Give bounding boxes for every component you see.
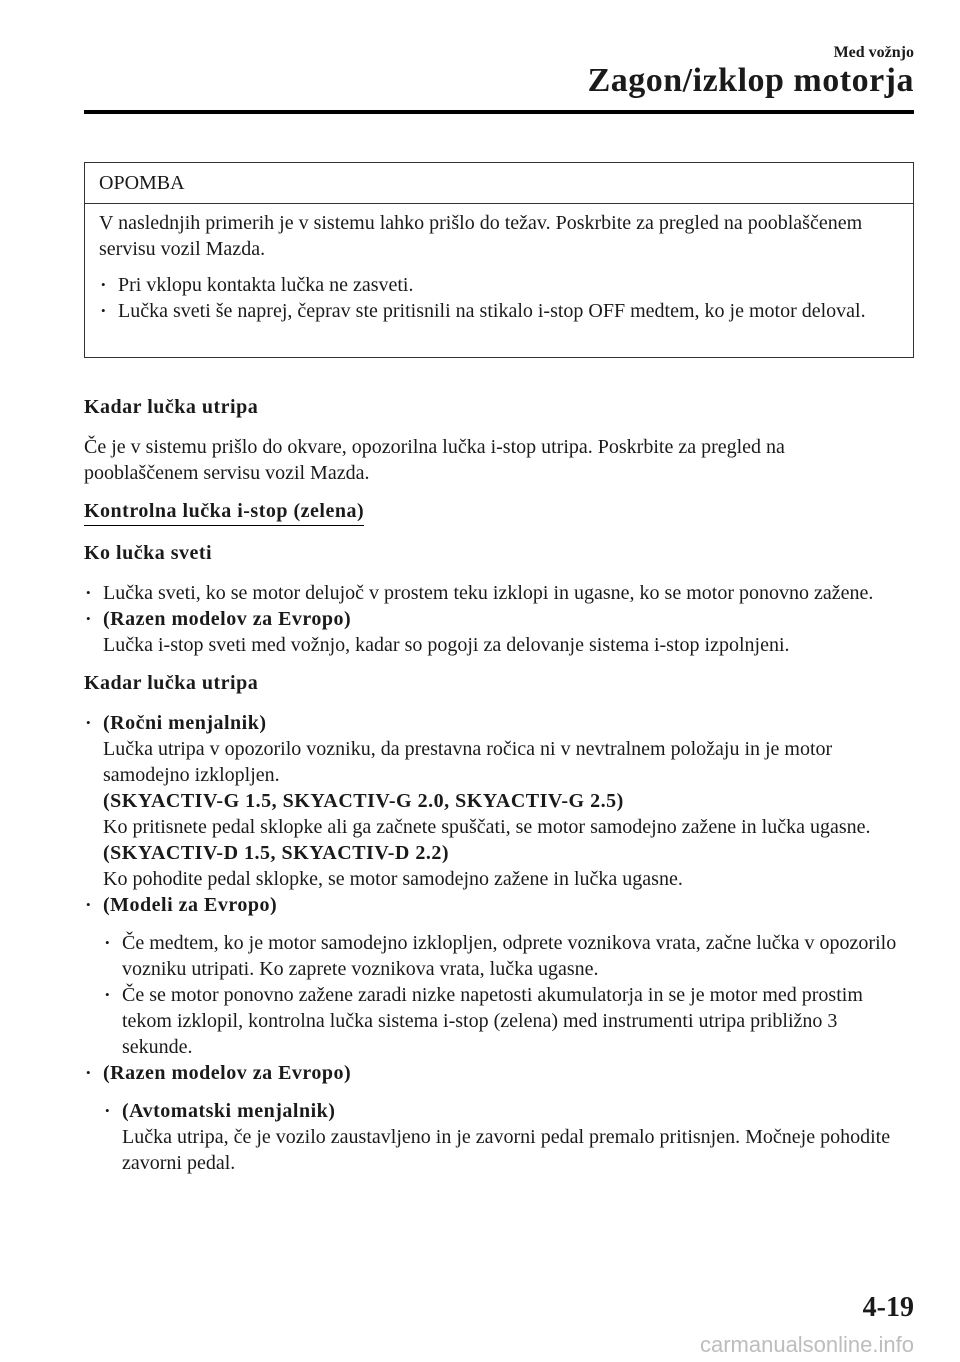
- page-number: 4-19: [862, 1292, 914, 1323]
- note-intro: V naslednjih primerih je v sistemu lahko prišlo do težav. Poskrbite za pregled na pooblaščenem servisu vozil Mazda.: [99, 212, 863, 260]
- engine-variant-text: Ko pohodite pedal sklopke, se motor samodejno zažene in lučka ugasne.: [103, 868, 683, 890]
- list-item: [84, 606, 904, 658]
- engine-variant-text: Ko pritisnete pedal sklopke ali ga začnete spuščati, se motor samodejno zažene in lučka ugasne.: [103, 816, 871, 838]
- sublist-item: [103, 1098, 904, 1176]
- list-item-label: • (Razen modelov za Evropo): [103, 608, 352, 630]
- note-item: • Lučka sveti še naprej, čeprav ste pritisnili na stikalo i-stop OFF medtem, ko je motor deloval.: [99, 298, 899, 324]
- page-title: Zagon/izklop motorja: [587, 62, 914, 99]
- list-item-label: • (Razen modelov za Evropo): [103, 1062, 352, 1084]
- light-flash-list: [84, 710, 904, 1176]
- engine-variant-label: (SKYACTIV-D 1.5, SKYACTIV-D 2.2): [103, 842, 450, 864]
- sublist-item-label: • (Avtomatski menjalnik): [122, 1100, 336, 1122]
- list-item: • Lučka sveti, ko se motor delujoč v prostem teku izklopi in ugasne, ko se motor ponovno zažene.: [84, 580, 904, 606]
- section-heading-flash-warning: Kadar lučka utripa: [84, 396, 259, 418]
- list-item-text: Lučka utripa v opozorilo vozniku, da prestavna ročica ni v nevtralnem položaju in je motor samodejno izklopljen.: [103, 738, 833, 786]
- list-item: [84, 1060, 904, 1176]
- note-item: • Pri vklopu kontakta lučka ne zasveti.: [99, 272, 899, 298]
- heading-light-flash: Kadar lučka utripa: [84, 672, 259, 694]
- note-title: OPOMBA: [85, 163, 913, 204]
- list-item-text: Lučka i-stop sveti med vožnjo, kadar so pogoji za delovanje sistema i-stop izpolnjeni.: [103, 634, 790, 656]
- note-box: [84, 162, 914, 358]
- heading-light-on: Ko lučka sveti: [84, 542, 213, 564]
- watermark: carmanualsonline.info: [699, 1332, 914, 1357]
- list-item-label: • (Ročni menjalnik): [103, 712, 267, 734]
- note-list: [99, 272, 899, 324]
- light-on-list: [84, 580, 904, 658]
- header-rule: [84, 110, 914, 114]
- list-item: [84, 892, 904, 1060]
- europe-sublist: [103, 930, 904, 1060]
- list-item: [84, 710, 904, 892]
- sublist-item: • Če medtem, ko je motor samodejno izklopljen, odprete voznikova vrata, začne lučka v opozorilo vozniku utripati. Ko zaprete voznikova vrata, lučka ugasne.: [103, 930, 904, 982]
- note-body: [85, 204, 913, 324]
- engine-variant-label: (SKYACTIV-G 1.5, SKYACTIV-G 2.0, SKYACTIV-G 2.5): [103, 790, 624, 812]
- sublist-item-text: Lučka utripa, če je vozilo zaustavljeno in je zavorni pedal premalo pritisnjen. Močneje pohodite zavorni pedal.: [122, 1126, 891, 1174]
- list-item-label: • (Modeli za Evropo): [103, 894, 278, 916]
- header-section-label: Med vožnjo: [833, 44, 914, 61]
- noneurope-sublist: [103, 1098, 904, 1176]
- sublist-item: • Če se motor ponovno zažene zaradi nizke napetosti akumulatorja in se je motor med prostim tekom izklopil, kontrolna lučka sistema i-stop (zelena) med instrumenti utripa približno 3 sekunde.: [103, 982, 904, 1060]
- section-text-flash-warning: Če je v sistemu prišlo do okvare, opozorilna lučka i-stop utripa. Poskrbite za pregled na pooblaščenem servisu vozil Mazda.: [84, 436, 785, 484]
- subsection-heading-istop-indicator: Kontrolna lučka i-stop (zelena): [84, 498, 364, 526]
- main-content: [84, 394, 904, 1188]
